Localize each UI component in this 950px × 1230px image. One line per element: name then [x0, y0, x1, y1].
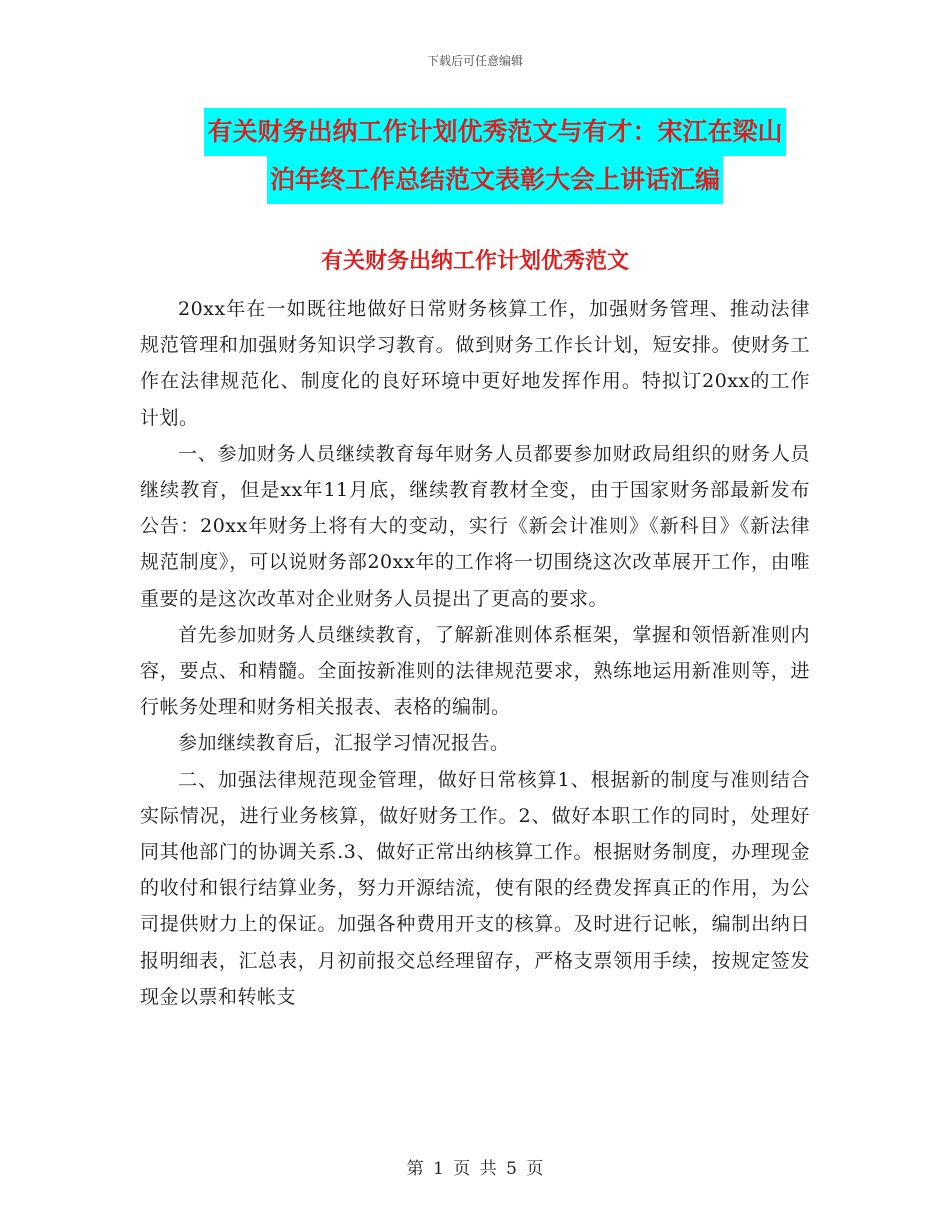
- paragraph-4: 参加继续教育后，汇报学习情况报告。: [178, 732, 510, 755]
- paragraph-3: 首先参加财务人员继续教育，了解新准则体系框架，掌握和领悟新准则内容，要点、和精髓。全面按新准则的法律规范要求，熟练地运用新准则等，进行帐务处理和财务相关报表、表格的编制。: [140, 623, 810, 719]
- section-title: 有关财务出纳工作计划优秀范文: [320, 249, 629, 274]
- document-body: [140, 291, 810, 1015]
- document-title: [170, 108, 820, 204]
- document-title-line-2: 泊年终工作总结范文表彰大会上讲话汇编: [267, 156, 723, 204]
- paragraph-2: 一、参加财务人员继续教育每年财务人员都要参加财政局组织的财务人员继续教育，但是xx年11月底，继续教育教材全变，由于国家财务部最新发布公告：20xx年财务上将有大的变动，实行《新会计准则》《新科目》《新法律规范制度》，可以说财务部20xx年的工作将一切围绕这次改革展开工作，由唯重要的是这次改革对企业财务人员提出了更高的要求。: [140, 442, 810, 610]
- page-header-note: 下载后可任意编辑: [426, 54, 523, 68]
- document-title-line-1: 有关财务出纳工作计划优秀范文与有才：宋江在梁山: [204, 108, 785, 156]
- page-footer: 第 1 页 共 5 页: [406, 1159, 544, 1179]
- paragraph-5: 二、加强法律规范现金管理，做好日常核算1、根据新的制度与准则结合实际情况，进行业务核算，做好财务工作。2、做好本职工作的同时，处理好同其他部门的协调关系.3、做好正常出纳核算工作。根据财务制度，办理现金的收付和银行结算业务，努力开源结流，使有限的经费发挥真正的作用，为公司提供财力上的保证。加强各种费用开支的核算。及时进行记帐，编制出纳日报明细表，汇总表，月初前报交总经理留存，严格支票领用手续，按规定签发现金以票和转帐支: [140, 768, 810, 1008]
- paragraph-1: 20xx年在一如既往地做好日常财务核算工作，加强财务管理、推动法律规范管理和加强财务知识学习教育。做到财务工作长计划，短安排。使财务工作在法律规范化、制度化的良好环境中更好地发挥作用。特拟订20xx的工作计划。: [140, 298, 810, 429]
